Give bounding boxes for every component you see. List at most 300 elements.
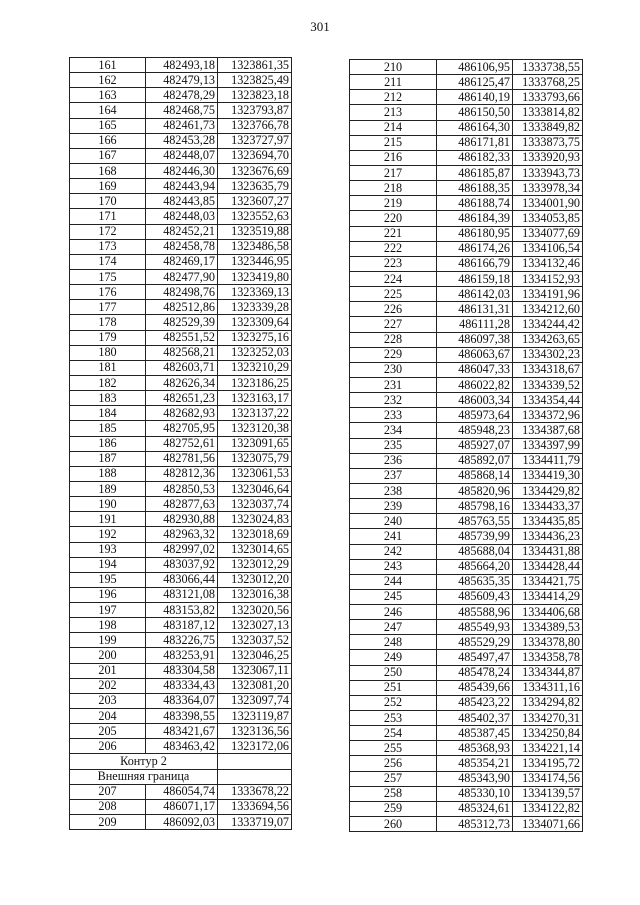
right-table-body	[350, 60, 583, 832]
table-row	[350, 544, 583, 559]
table-row	[70, 466, 292, 481]
y-coordinate-cell: 1323097,74	[218, 693, 292, 708]
table-row	[70, 724, 292, 739]
y-coordinate-cell: 1323081,20	[218, 678, 292, 693]
point-number-cell: 186	[70, 436, 146, 451]
x-coordinate-cell: 485402,37	[437, 711, 513, 726]
x-coordinate-cell: 486140,19	[437, 90, 513, 105]
y-coordinate-cell: 1334195,72	[513, 756, 583, 771]
y-coordinate-cell: 1334139,57	[513, 786, 583, 801]
table-row	[70, 421, 292, 436]
y-coordinate-cell: 1334411,79	[513, 453, 583, 468]
y-coordinate-cell: 1323607,27	[218, 194, 292, 209]
table-row	[70, 436, 292, 451]
x-coordinate-cell: 485368,93	[437, 741, 513, 756]
y-coordinate-cell: 1323037,74	[218, 497, 292, 512]
point-number-cell: 179	[70, 330, 146, 345]
x-coordinate-cell: 482682,93	[146, 406, 218, 421]
point-number-cell: 203	[70, 693, 146, 708]
point-number-cell: 216	[350, 150, 437, 165]
coordinates-table-right	[349, 59, 583, 832]
table-row	[350, 453, 583, 468]
x-coordinate-cell: 482551,52	[146, 330, 218, 345]
point-number-cell: 234	[350, 423, 437, 438]
point-number-cell: 215	[350, 135, 437, 150]
y-coordinate-cell: 1334077,69	[513, 226, 583, 241]
table-row	[350, 241, 583, 256]
table-row	[350, 302, 583, 317]
table-row	[350, 105, 583, 120]
y-coordinate-cell: 1323012,20	[218, 572, 292, 587]
x-coordinate-cell: 486171,81	[437, 135, 513, 150]
point-number-cell: 171	[70, 209, 146, 224]
table-row	[350, 635, 583, 650]
x-coordinate-cell: 482453,28	[146, 133, 218, 148]
y-coordinate-cell: 1334414,29	[513, 589, 583, 604]
x-coordinate-cell: 485763,55	[437, 514, 513, 529]
x-coordinate-cell: 486111,28	[437, 317, 513, 332]
point-number-cell: 226	[350, 302, 437, 317]
table-row	[70, 451, 292, 466]
x-coordinate-cell: 482478,29	[146, 88, 218, 103]
y-coordinate-cell: 1323075,79	[218, 451, 292, 466]
y-coordinate-cell: 1323020,56	[218, 603, 292, 618]
table-row	[350, 650, 583, 665]
x-coordinate-cell: 482781,56	[146, 451, 218, 466]
x-coordinate-cell: 485312,73	[437, 817, 513, 832]
y-coordinate-cell: 1323012,29	[218, 557, 292, 572]
table-row	[70, 663, 292, 678]
x-coordinate-cell: 482443,85	[146, 194, 218, 209]
y-coordinate-cell: 1334358,78	[513, 650, 583, 665]
point-number-cell: 183	[70, 391, 146, 406]
point-number-cell: 170	[70, 194, 146, 209]
x-coordinate-cell: 486092,03	[146, 815, 218, 830]
y-coordinate-cell: 1323823,18	[218, 88, 292, 103]
point-number-cell: 166	[70, 133, 146, 148]
table-row	[70, 269, 292, 284]
y-coordinate-cell: 1323046,64	[218, 481, 292, 496]
y-coordinate-cell: 1334378,80	[513, 635, 583, 650]
table-row	[70, 375, 292, 390]
point-number-cell: 211	[350, 75, 437, 90]
y-coordinate-cell: 1323419,80	[218, 269, 292, 284]
table-row	[350, 423, 583, 438]
y-coordinate-cell: 1323136,56	[218, 724, 292, 739]
x-coordinate-cell: 486185,87	[437, 165, 513, 180]
point-number-cell: 200	[70, 648, 146, 663]
table-row	[70, 572, 292, 587]
x-coordinate-cell: 482468,75	[146, 103, 218, 118]
point-number-cell: 230	[350, 362, 437, 377]
x-coordinate-cell: 482443,94	[146, 179, 218, 194]
y-coordinate-cell: 1333719,07	[218, 815, 292, 830]
y-coordinate-cell: 1323694,70	[218, 148, 292, 163]
table-row	[70, 678, 292, 693]
section-subtitle-spacer	[218, 769, 292, 784]
x-coordinate-cell: 485588,96	[437, 605, 513, 620]
x-coordinate-cell: 483121,08	[146, 587, 218, 602]
table-row	[70, 224, 292, 239]
x-coordinate-cell: 485497,47	[437, 650, 513, 665]
x-coordinate-cell: 482469,17	[146, 254, 218, 269]
x-coordinate-cell: 483334,43	[146, 678, 218, 693]
x-coordinate-cell: 486131,31	[437, 302, 513, 317]
y-coordinate-cell: 1323446,95	[218, 254, 292, 269]
section-title-row	[70, 754, 292, 769]
y-coordinate-cell: 1334294,82	[513, 695, 583, 710]
x-coordinate-cell: 485868,14	[437, 468, 513, 483]
point-number-cell: 212	[350, 90, 437, 105]
y-coordinate-cell: 1333694,56	[218, 799, 292, 814]
x-coordinate-cell: 482477,90	[146, 269, 218, 284]
table-row	[70, 497, 292, 512]
table-row	[350, 695, 583, 710]
point-number-cell: 240	[350, 514, 437, 529]
x-coordinate-cell: 485688,04	[437, 544, 513, 559]
x-coordinate-cell: 486071,17	[146, 799, 218, 814]
y-coordinate-cell: 1334435,85	[513, 514, 583, 529]
point-number-cell: 237	[350, 468, 437, 483]
x-coordinate-cell: 482512,86	[146, 300, 218, 315]
point-number-cell: 217	[350, 165, 437, 180]
x-coordinate-cell: 482963,32	[146, 527, 218, 542]
table-row	[70, 58, 292, 73]
x-coordinate-cell: 485927,07	[437, 438, 513, 453]
point-number-cell: 192	[70, 527, 146, 542]
x-coordinate-cell: 486174,26	[437, 241, 513, 256]
point-number-cell: 193	[70, 542, 146, 557]
table-row	[350, 468, 583, 483]
point-number-cell: 199	[70, 633, 146, 648]
table-row	[70, 512, 292, 527]
y-coordinate-cell: 1323676,69	[218, 163, 292, 178]
point-number-cell: 250	[350, 665, 437, 680]
table-row	[70, 815, 292, 830]
point-number-cell: 245	[350, 589, 437, 604]
table-row	[70, 784, 292, 799]
point-number-cell: 168	[70, 163, 146, 178]
y-coordinate-cell: 1333793,66	[513, 90, 583, 105]
table-row	[350, 605, 583, 620]
table-row	[350, 408, 583, 423]
x-coordinate-cell: 483364,07	[146, 693, 218, 708]
point-number-cell: 177	[70, 300, 146, 315]
point-number-cell: 207	[70, 784, 146, 799]
table-row	[350, 196, 583, 211]
point-number-cell: 182	[70, 375, 146, 390]
y-coordinate-cell: 1323172,06	[218, 739, 292, 754]
y-coordinate-cell: 1323552,63	[218, 209, 292, 224]
table-row	[350, 559, 583, 574]
x-coordinate-cell: 485948,23	[437, 423, 513, 438]
point-number-cell: 164	[70, 103, 146, 118]
point-number-cell: 162	[70, 73, 146, 88]
point-number-cell: 176	[70, 285, 146, 300]
x-coordinate-cell: 483037,92	[146, 557, 218, 572]
left-table-body	[70, 58, 292, 754]
y-coordinate-cell: 1334001,90	[513, 196, 583, 211]
y-coordinate-cell: 1334250,84	[513, 726, 583, 741]
left-table-body-after	[70, 784, 292, 829]
y-coordinate-cell: 1334191,96	[513, 287, 583, 302]
x-coordinate-cell: 482461,73	[146, 118, 218, 133]
y-coordinate-cell: 1334354,44	[513, 393, 583, 408]
y-coordinate-cell: 1323119,87	[218, 709, 292, 724]
y-coordinate-cell: 1334421,75	[513, 574, 583, 589]
x-coordinate-cell: 485330,10	[437, 786, 513, 801]
y-coordinate-cell: 1323252,03	[218, 345, 292, 360]
point-number-cell: 228	[350, 332, 437, 347]
x-coordinate-cell: 486166,79	[437, 256, 513, 271]
point-number-cell: 178	[70, 315, 146, 330]
point-number-cell: 233	[350, 408, 437, 423]
point-number-cell: 173	[70, 239, 146, 254]
table-row	[350, 574, 583, 589]
x-coordinate-cell: 486164,30	[437, 120, 513, 135]
table-row	[350, 75, 583, 90]
x-coordinate-cell: 486022,82	[437, 377, 513, 392]
x-coordinate-cell: 482603,71	[146, 360, 218, 375]
table-row	[350, 287, 583, 302]
table-row	[70, 618, 292, 633]
point-number-cell: 255	[350, 741, 437, 756]
table-row	[70, 194, 292, 209]
table-row	[70, 118, 292, 133]
y-coordinate-cell: 1334270,31	[513, 711, 583, 726]
y-coordinate-cell: 1323018,69	[218, 527, 292, 542]
x-coordinate-cell: 485973,64	[437, 408, 513, 423]
y-coordinate-cell: 1334132,46	[513, 256, 583, 271]
x-coordinate-cell: 485635,35	[437, 574, 513, 589]
point-number-cell: 189	[70, 481, 146, 496]
point-number-cell: 239	[350, 499, 437, 514]
y-coordinate-cell: 1334344,87	[513, 665, 583, 680]
point-number-cell: 244	[350, 574, 437, 589]
x-coordinate-cell: 485798,16	[437, 499, 513, 514]
x-coordinate-cell: 486106,95	[437, 60, 513, 75]
table-row	[70, 315, 292, 330]
point-number-cell: 251	[350, 680, 437, 695]
point-number-cell: 213	[350, 105, 437, 120]
y-coordinate-cell: 1323024,83	[218, 512, 292, 527]
point-number-cell: 204	[70, 709, 146, 724]
y-coordinate-cell: 1334389,53	[513, 620, 583, 635]
x-coordinate-cell: 486125,47	[437, 75, 513, 90]
x-coordinate-cell: 482651,23	[146, 391, 218, 406]
point-number-cell: 229	[350, 347, 437, 362]
table-row	[350, 514, 583, 529]
point-number-cell: 246	[350, 605, 437, 620]
x-coordinate-cell: 486150,50	[437, 105, 513, 120]
x-coordinate-cell: 485343,90	[437, 771, 513, 786]
point-number-cell: 196	[70, 587, 146, 602]
table-row	[70, 527, 292, 542]
table-row	[350, 150, 583, 165]
point-number-cell: 238	[350, 483, 437, 498]
table-row	[70, 633, 292, 648]
table-row	[70, 103, 292, 118]
point-number-cell: 221	[350, 226, 437, 241]
x-coordinate-cell: 482448,07	[146, 148, 218, 163]
table-row	[350, 756, 583, 771]
x-coordinate-cell: 482812,36	[146, 466, 218, 481]
point-number-cell: 225	[350, 287, 437, 302]
y-coordinate-cell: 1334387,68	[513, 423, 583, 438]
x-coordinate-cell: 486159,18	[437, 271, 513, 286]
point-number-cell: 242	[350, 544, 437, 559]
point-number-cell: 247	[350, 620, 437, 635]
point-number-cell: 254	[350, 726, 437, 741]
table-row	[70, 360, 292, 375]
x-coordinate-cell: 482529,39	[146, 315, 218, 330]
section-title-contour: Контур 2	[70, 754, 218, 769]
table-row	[70, 542, 292, 557]
y-coordinate-cell: 1323061,53	[218, 466, 292, 481]
y-coordinate-cell: 1334433,37	[513, 499, 583, 514]
point-number-cell: 208	[70, 799, 146, 814]
table-row	[350, 741, 583, 756]
table-row	[350, 680, 583, 695]
x-coordinate-cell: 483421,67	[146, 724, 218, 739]
x-coordinate-cell: 485529,29	[437, 635, 513, 650]
y-coordinate-cell: 1334318,67	[513, 362, 583, 377]
table-row	[350, 256, 583, 271]
x-coordinate-cell: 482752,61	[146, 436, 218, 451]
y-coordinate-cell: 1323014,65	[218, 542, 292, 557]
table-row	[350, 226, 583, 241]
table-row	[350, 786, 583, 801]
table-row	[350, 332, 583, 347]
x-coordinate-cell: 482997,02	[146, 542, 218, 557]
point-number-cell: 232	[350, 393, 437, 408]
table-row	[350, 529, 583, 544]
x-coordinate-cell: 482446,30	[146, 163, 218, 178]
x-coordinate-cell: 485820,96	[437, 483, 513, 498]
x-coordinate-cell: 483187,12	[146, 618, 218, 633]
point-number-cell: 174	[70, 254, 146, 269]
point-number-cell: 260	[350, 817, 437, 832]
point-number-cell: 223	[350, 256, 437, 271]
x-coordinate-cell: 482705,95	[146, 421, 218, 436]
point-number-cell: 249	[350, 650, 437, 665]
x-coordinate-cell: 482850,53	[146, 481, 218, 496]
section-title-boundary: Внешняя граница	[70, 769, 218, 784]
point-number-cell: 210	[350, 60, 437, 75]
y-coordinate-cell: 1323369,13	[218, 285, 292, 300]
point-number-cell: 231	[350, 377, 437, 392]
x-coordinate-cell: 486182,33	[437, 150, 513, 165]
table-row	[350, 726, 583, 741]
y-coordinate-cell: 1334152,93	[513, 271, 583, 286]
y-coordinate-cell: 1333678,22	[218, 784, 292, 799]
table-row	[350, 181, 583, 196]
table-row	[70, 648, 292, 663]
y-coordinate-cell: 1323067,11	[218, 663, 292, 678]
x-coordinate-cell: 483226,75	[146, 633, 218, 648]
x-coordinate-cell: 482458,78	[146, 239, 218, 254]
point-number-cell: 235	[350, 438, 437, 453]
y-coordinate-cell: 1334419,30	[513, 468, 583, 483]
table-row	[350, 438, 583, 453]
y-coordinate-cell: 1334053,85	[513, 211, 583, 226]
point-number-cell: 175	[70, 269, 146, 284]
x-coordinate-cell: 482452,21	[146, 224, 218, 239]
y-coordinate-cell: 1323027,13	[218, 618, 292, 633]
point-number-cell: 253	[350, 711, 437, 726]
x-coordinate-cell: 485387,45	[437, 726, 513, 741]
x-coordinate-cell: 483153,82	[146, 603, 218, 618]
point-number-cell: 243	[350, 559, 437, 574]
table-row	[70, 179, 292, 194]
table-row	[350, 90, 583, 105]
y-coordinate-cell: 1323275,16	[218, 330, 292, 345]
y-coordinate-cell: 1323309,64	[218, 315, 292, 330]
y-coordinate-cell: 1334372,96	[513, 408, 583, 423]
table-row	[350, 271, 583, 286]
table-row	[350, 120, 583, 135]
point-number-cell: 163	[70, 88, 146, 103]
x-coordinate-cell: 483463,42	[146, 739, 218, 754]
x-coordinate-cell: 483304,58	[146, 663, 218, 678]
table-row	[350, 620, 583, 635]
table-row	[350, 60, 583, 75]
y-coordinate-cell: 1333943,73	[513, 165, 583, 180]
point-number-cell: 258	[350, 786, 437, 801]
section-header	[70, 754, 292, 784]
table-row	[350, 817, 583, 832]
x-coordinate-cell: 486188,74	[437, 196, 513, 211]
table-row	[70, 330, 292, 345]
y-coordinate-cell: 1334221,14	[513, 741, 583, 756]
y-coordinate-cell: 1333849,82	[513, 120, 583, 135]
point-number-cell: 220	[350, 211, 437, 226]
y-coordinate-cell: 1334302,23	[513, 347, 583, 362]
y-coordinate-cell: 1323016,38	[218, 587, 292, 602]
x-coordinate-cell: 485549,93	[437, 620, 513, 635]
y-coordinate-cell: 1333920,93	[513, 150, 583, 165]
table-row	[70, 406, 292, 421]
point-number-cell: 195	[70, 572, 146, 587]
x-coordinate-cell: 482568,21	[146, 345, 218, 360]
table-row	[70, 739, 292, 754]
y-coordinate-cell: 1334244,42	[513, 317, 583, 332]
point-number-cell: 198	[70, 618, 146, 633]
y-coordinate-cell: 1323793,87	[218, 103, 292, 118]
y-coordinate-cell: 1334397,99	[513, 438, 583, 453]
y-coordinate-cell: 1323766,78	[218, 118, 292, 133]
y-coordinate-cell: 1323037,52	[218, 633, 292, 648]
table-row	[350, 771, 583, 786]
y-coordinate-cell: 1323486,58	[218, 239, 292, 254]
table-row	[70, 285, 292, 300]
table-row	[70, 300, 292, 315]
point-number-cell: 252	[350, 695, 437, 710]
y-coordinate-cell: 1323519,88	[218, 224, 292, 239]
table-row	[350, 211, 583, 226]
point-number-cell: 201	[70, 663, 146, 678]
point-number-cell: 197	[70, 603, 146, 618]
x-coordinate-cell: 482479,13	[146, 73, 218, 88]
y-coordinate-cell: 1323186,25	[218, 375, 292, 390]
table-row	[70, 148, 292, 163]
y-coordinate-cell: 1334429,82	[513, 483, 583, 498]
y-coordinate-cell: 1334428,44	[513, 559, 583, 574]
table-row	[350, 665, 583, 680]
table-row	[70, 799, 292, 814]
y-coordinate-cell: 1323635,79	[218, 179, 292, 194]
table-row	[350, 499, 583, 514]
